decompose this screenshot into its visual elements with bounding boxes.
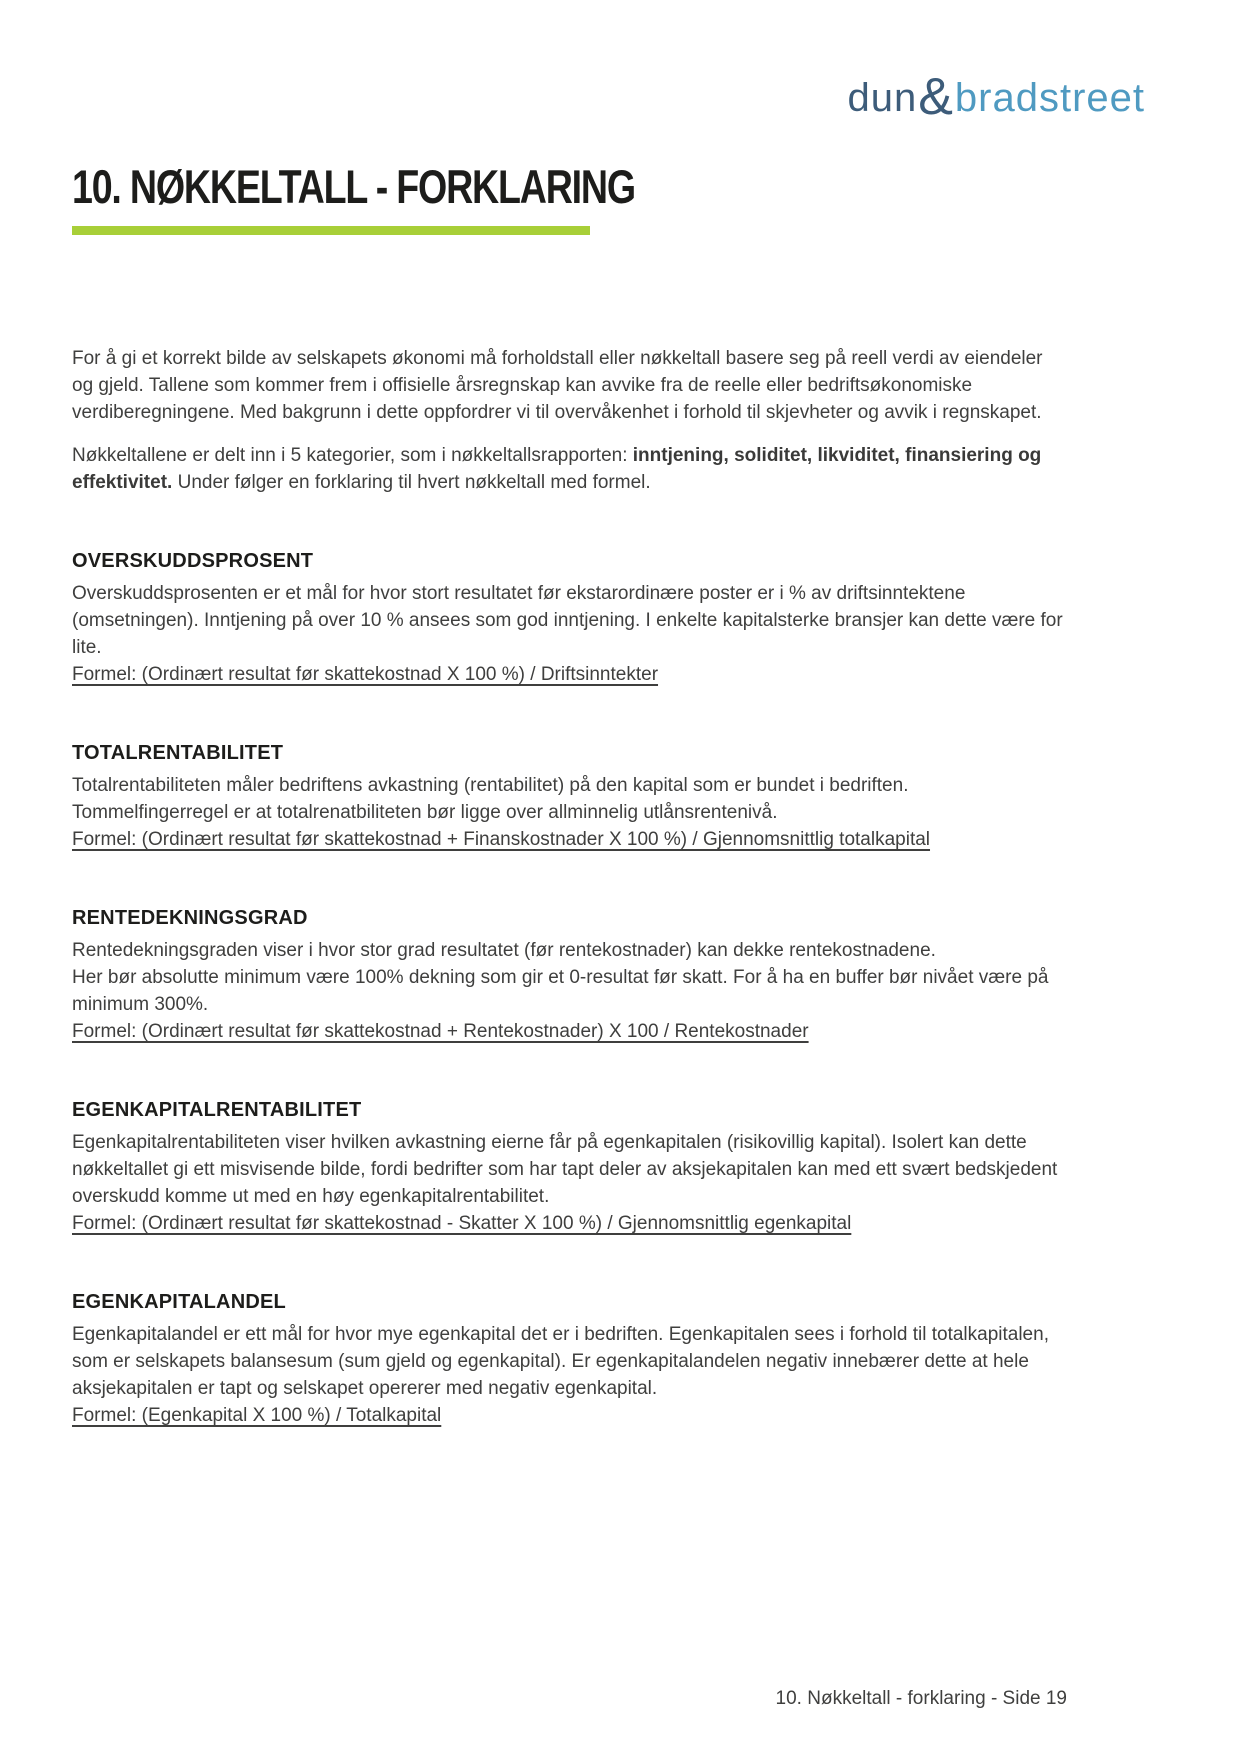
section-overskuddsprosent <box>72 548 1067 688</box>
section-formula: Formel: (Ordinært resultat før skattekostnad - Skatter X 100 %) / Gjennomsnittlig egenkapital <box>72 1213 852 1234</box>
intro-p2-categories-bold: inntjening, soliditet, likviditet, finansiering og effektivitet. <box>72 445 1042 493</box>
section-formula: Formel: (Ordinært resultat før skattekostnad X 100 %) / Driftsinntekter <box>72 664 659 685</box>
section-totalrentabilitet <box>72 740 1067 853</box>
chapter-header <box>72 160 776 235</box>
section-heading: OVERSKUDDSPROSENT <box>72 550 314 572</box>
logo-ampersand-icon: & <box>918 68 954 126</box>
logo-text-bradstreet: bradstreet <box>954 76 1145 120</box>
page-title: 10. NØKKELTALL - FORKLARING <box>72 160 635 213</box>
dun-and-bradstreet-logo <box>847 68 1145 126</box>
section-formula: Formel: (Ordinært resultat før skattekostnad + Rentekostnader) X 100 / Rentekostnader <box>72 1021 809 1042</box>
section-heading: EGENKAPITALANDEL <box>72 1291 286 1313</box>
section-formula: Formel: (Ordinært resultat før skattekostnad + Finanskostnader X 100 %) / Gjennomsnittlig totalkapital <box>72 829 931 850</box>
section-body-line: Rentedekningsgraden viser i hvor stor grad resultatet (før rentekostnader) kan dekke rentekostnadene. <box>72 940 936 961</box>
intro-p2-normal-start: Nøkkeltallene er delt inn i 5 kategorier, som i nøkkeltallsrapporten: <box>72 445 633 466</box>
body-content <box>72 345 1067 1429</box>
section-heading: RENTEDEKNINGSGRAD <box>72 907 308 929</box>
section-body-line: Her bør absolutte minimum være 100% dekning som gir et 0-resultat før skatt. For å ha en buffer bør nivået være på minimum 300%. <box>72 967 1049 1015</box>
page-footer: 10. Nøkkeltall - forklaring - Side 19 <box>775 1688 1067 1709</box>
intro-p2-normal-end: Under følger en forklaring til hvert nøkkeltall med formel. <box>172 472 651 493</box>
section-rentedekningsgrad <box>72 905 1067 1045</box>
section-body-line: Totalrentabiliteten måler bedriftens avkastning (rentabilitet) på den kapital som er bundet i bedriften. <box>72 775 909 796</box>
section-egenkapitalandel <box>72 1289 1067 1429</box>
section-body-line: Tommelfingerregel er at totalrenatbiliteten bør ligge over allminnelig utlånsrentenivå. <box>72 802 778 823</box>
intro-paragraph-2 <box>72 442 1067 496</box>
section-egenkapitalrentabilitet <box>72 1097 1067 1237</box>
section-body-line: Egenkapitalrentabiliteten viser hvilken avkastning eierne får på egenkapitalen (risikovillig kapital). Isolert kan dette nøkkeltallet gi ett misvisende bilde, fordi bedrifter som har tapt deler av aksjekapitalen kan med ett svært bedskjedent overskudd komme ut med en høy egenkapitalrentabilitet. <box>72 1132 1058 1207</box>
section-formula: Formel: (Egenkapital X 100 %) / Totalkapital <box>72 1405 442 1426</box>
intro-paragraph-1: For å gi et korrekt bilde av selskapets økonomi må forholdstall eller nøkkeltall basere seg på reell verdi av eiendeler og gjeld. Tallene som kommer frem i offisielle årsregnskap kan avvike fra de reelle eller bedriftsøkonomiske verdiberegningene. Med bakgrunn i dette oppfordrer vi til overvåkenhet i forhold til skjevheter og avvik i regnskapet. <box>72 348 1043 423</box>
logo-text-dun: dun <box>847 76 918 120</box>
section-body-line: Egenkapitalandel er ett mål for hvor mye egenkapital det er i bedriften. Egenkapitalen sees i forhold til totalkapitalen, som er selskapets balansesum (sum gjeld og egenkapital). Er egenkapitalandelen negativ innebærer dette at hele aksjekapitalen er tapt og selskapet opererer med negativ egenkapital. <box>72 1324 1049 1399</box>
title-accent-bar <box>72 226 590 235</box>
section-heading: TOTALRENTABILITET <box>72 742 284 764</box>
section-heading: EGENKAPITALRENTABILITET <box>72 1099 362 1121</box>
section-body-line: Overskuddsprosenten er et mål for hvor stort resultatet før ekstarordinære poster er i % av driftsinntektene (omsetningen). Inntjening på over 10 % ansees som god inntjening. I enkelte kapitalsterke bransjer kan dette være for lite. <box>72 583 1063 658</box>
